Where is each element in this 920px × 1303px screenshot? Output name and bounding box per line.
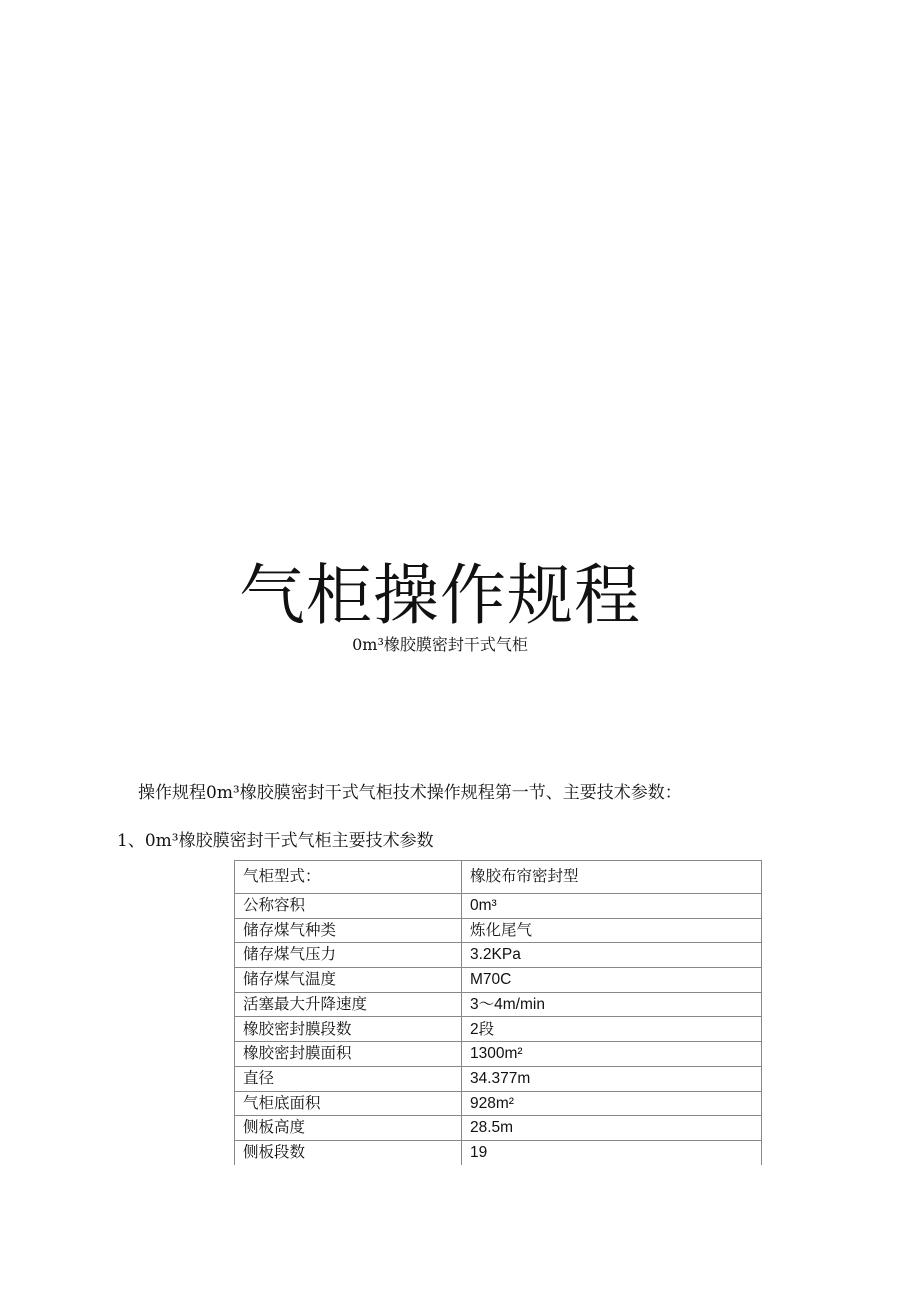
param-name: 公称容积	[235, 894, 462, 919]
param-value: 3.2KPa	[462, 943, 762, 968]
param-value: 3～4m/min	[462, 992, 762, 1017]
param-value: 1300m²	[462, 1042, 762, 1067]
table-row	[235, 943, 762, 968]
param-value: 34.377m	[462, 1066, 762, 1091]
param-value: 928m²	[462, 1091, 762, 1116]
table-row	[235, 918, 762, 943]
table-row	[235, 1116, 762, 1141]
param-name: 储存煤气种类	[235, 918, 462, 943]
param-value: 2段	[462, 1017, 762, 1042]
param-name: 储存煤气压力	[235, 943, 462, 968]
table-row	[235, 968, 762, 993]
table-row	[235, 1042, 762, 1067]
intro-paragraph: 操作规程0m³橡胶膜密封干式气柜技术操作规程第一节、主要技术参数：	[138, 783, 682, 803]
param-name: 橡胶密封膜段数	[235, 1017, 462, 1042]
param-value: 橡胶布帘密封型	[462, 861, 762, 894]
table-row	[235, 894, 762, 919]
table-row	[235, 1091, 762, 1116]
param-value: 19	[462, 1140, 762, 1164]
parameters-table	[234, 860, 762, 1165]
param-name: 侧板高度	[235, 1116, 462, 1141]
param-name: 储存煤气温度	[235, 968, 462, 993]
param-name: 气柜型式：	[235, 861, 462, 894]
param-name: 活塞最大升降速度	[235, 992, 462, 1017]
document-subtitle: 0m³橡胶膜密封干式气柜	[352, 635, 528, 654]
param-value: M70C	[462, 968, 762, 993]
param-value: 炼化尾气	[462, 918, 762, 943]
param-value: 28.5m	[462, 1116, 762, 1141]
table-row	[235, 992, 762, 1017]
param-value: 0m³	[462, 894, 762, 919]
table-row	[235, 1066, 762, 1091]
param-name: 侧板段数	[235, 1140, 462, 1164]
param-name: 橡胶密封膜面积	[235, 1042, 462, 1067]
table-row	[235, 861, 762, 894]
document-title: 气柜操作规程	[239, 557, 641, 634]
section-heading: 1、0m³橡胶膜密封干式气柜主要技术参数	[117, 831, 434, 851]
param-name: 直径	[235, 1066, 462, 1091]
table-row	[235, 1140, 762, 1164]
param-name: 气柜底面积	[235, 1091, 462, 1116]
table-row	[235, 1017, 762, 1042]
